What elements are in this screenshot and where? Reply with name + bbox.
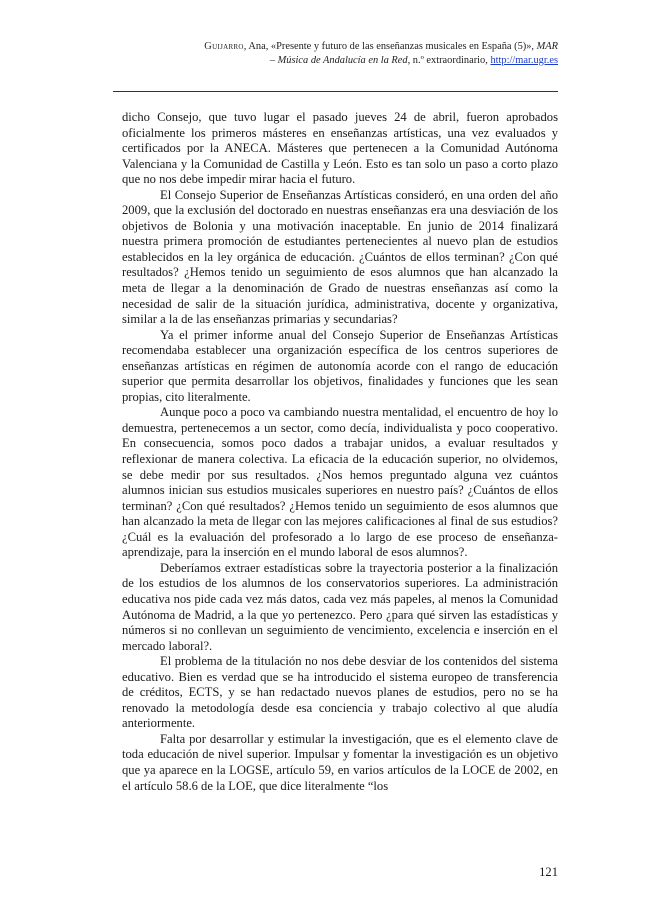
running-header <box>200 40 558 68</box>
paragraph-3: Ya el primer informe anual del Consejo Superior de Enseñanzas Artísticas recomendaba establecer una organización específica de los centros superiores de enseñanzas artísticas en régimen de autonomía acorde con el rango de educación superior que permita desarrollar los objetivos, finalidades y funciones que les sean propias, cito literalmente. <box>122 327 558 404</box>
paragraph-4: Aunque poco a poco va cambiando nuestra mentalidad, el encuentro de hoy lo demuestra, pertenecemos a un sector, como decía, individualista y poco cooperativo. En consecuencia, somos poco dados a trabajar unidos, a evaluar resultados y reflexionar de manera colectiva. La eficacia de la educación superior, no olvidemos, se debe medir por sus resultados. ¿Nos hemos preguntado alguna vez cuántos alumnos inician sus estudios musicales superiores en nuestro país? ¿Cuántos de ellos terminan? ¿Con qué resultados? ¿Hemos tenido un seguimiento de esos alumnos que han alcanzado la meta de llegar con las mejores calificaciones al final de sus estudios? ¿Cuál es la evaluación del profesorado a lo largo de ese proceso de enseñanza-aprendizaje, para la inserción en el mundo laboral de esos alumnos?. <box>122 405 558 560</box>
header-journal-link[interactable]: http://mar.ugr.es <box>490 55 558 66</box>
header-citation: , Ana, «Presente y futuro de las enseñanzas musicales en España (5)», <box>243 41 537 52</box>
header-author-surname: Guijarro <box>204 41 244 52</box>
paragraph-7: Falta por desarrollar y estimular la investigación, que es el elemento clave de toda educación de nivel superior. Impulsar y fomentar la investigación es un objetivo que ya aparece en la LOGSE, artículo 59, en varios artículos de la LOCE de 2002, en el artículo 58.6 de la LOE, que dice literalmente “los <box>122 731 558 793</box>
paragraph-5: Deberíamos extraer estadísticas sobre la trayectoria posterior a la finalización de los estudios de los alumnos de los conservatorios superiores. La administración educativa nos pide cada vez más datos, cada vez más papeles, al menos la Comunidad Autónoma de Madrid, a la que yo pertenezco. Pero ¿para qué sirven las estadísticas y números si no conllevan un seguimiento de vencimiento, excelencia e inserción en el mercado laboral?. <box>122 560 558 653</box>
paragraph-1: dicho Consejo, que tuvo lugar el pasado jueves 24 de abril, fueron aprobados oficialmente los primeros másteres en enseñanzas artísticas, una vez evaluados y certificados por la ANECA. Másteres que pertenecen a la Comunidad Autónoma Valenciana y la Comunidad de Castilla y León. Esto es tan solo un paso a corto plazo que no nos debe impedir mirar hacia el futuro. <box>122 110 558 187</box>
header-journal-title: MAR – Música de Andalucía en la Red <box>269 41 558 66</box>
paragraph-2: El Consejo Superior de Enseñanzas Artísticas consideró, en una orden del año 2009, que la exclusión del doctorado en nuestras enseñanzas era una desviación de los objetivos de Bolonia y una motivación inaceptable. En junio de 2014 finalizará nuestra primera promoción de estudiantes pertenecientes al nuevo plan de estudios establecidos en la ley orgánica de educación. ¿Cuántos de ellos terminan? ¿Con qué resultados? ¿Hemos tenido un seguimiento de esos alumnos que han alcanzado la meta de llegar a la denominación de Grado de nuestras enseñanzas así como la necesidad de salir de la situación jurídica, administrativa, docente y organizativa, similar a la de las enseñanzas primarias y secundarias? <box>122 187 558 327</box>
paragraph-6: El problema de la titulación no nos debe desviar de los contenidos del sistema educativo. Bien es verdad que se ha introducido el sistema europeo de transferencia de créditos, ECTS, y se han redactado nuevos planes de estudios, pero no se ha renovado la metodología desde esa conciencia y trabajo colectivo al que aludía anteriormente. <box>122 654 558 731</box>
page-number: 121 <box>539 865 558 879</box>
body-text <box>122 110 558 794</box>
header-divider <box>113 91 558 92</box>
header-issue: , n.º extraordinario, <box>407 55 491 66</box>
